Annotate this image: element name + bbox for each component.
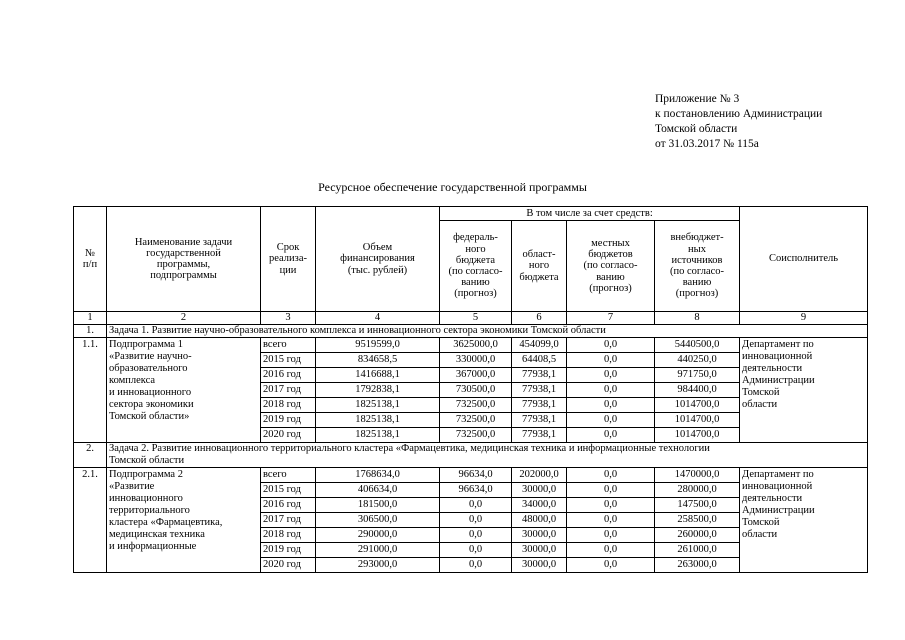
local-cell: 0,0 [567, 528, 655, 543]
term-cell: 2019 год [261, 543, 316, 558]
local-cell: 0,0 [567, 543, 655, 558]
term-cell: 2020 год [261, 558, 316, 573]
local-cell: 0,0 [567, 398, 655, 413]
subprogram-name-line: кластера «Фармацевтика, [109, 517, 223, 528]
index-cell: 8 [655, 312, 740, 325]
local-cell: 0,0 [567, 498, 655, 513]
coexecutor-line: области [742, 399, 778, 410]
regional-cell: 77938,1 [512, 368, 567, 383]
subprogram-name-line: инновационного [109, 493, 183, 504]
regional-cell: 77938,1 [512, 413, 567, 428]
table-row [74, 338, 868, 353]
regional-cell: 77938,1 [512, 398, 567, 413]
volume-cell: 181500,0 [316, 498, 440, 513]
local-cell: 0,0 [567, 468, 655, 483]
subprogram-num: 1.1. [74, 338, 107, 443]
term-cell: 2018 год [261, 528, 316, 543]
extra-cell: 263000,0 [655, 558, 740, 573]
subprogram-name [107, 338, 261, 443]
federal-cell: 732500,0 [440, 413, 512, 428]
index-cell: 5 [440, 312, 512, 325]
coexecutor-cell [740, 468, 868, 573]
header-local: местных бюджетов (по согласо- ванию (прогноз) [567, 221, 655, 312]
extra-cell: 984400,0 [655, 383, 740, 398]
coexecutor-line: инновационной [742, 481, 813, 492]
local-cell: 0,0 [567, 353, 655, 368]
appendix-line: к постановлению Администрации [655, 108, 823, 120]
local-cell: 0,0 [567, 383, 655, 398]
header-regional: област- ного бюджета [512, 221, 567, 312]
extra-cell: 1014700,0 [655, 428, 740, 443]
local-cell: 0,0 [567, 428, 655, 443]
term-cell: 2018 год [261, 398, 316, 413]
extra-cell: 971750,0 [655, 368, 740, 383]
volume-cell: 1416688,1 [316, 368, 440, 383]
federal-cell: 96634,0 [440, 468, 512, 483]
task-title [107, 325, 868, 338]
extra-cell: 1014700,0 [655, 413, 740, 428]
local-cell: 0,0 [567, 368, 655, 383]
coexecutor-line: Департамент по [742, 339, 814, 350]
extra-cell: 1470000,0 [655, 468, 740, 483]
term-cell: 2017 год [261, 513, 316, 528]
task-row [74, 325, 868, 338]
index-cell: 9 [740, 312, 868, 325]
volume-cell: 9519599,0 [316, 338, 440, 353]
federal-cell: 732500,0 [440, 428, 512, 443]
extra-cell: 1014700,0 [655, 398, 740, 413]
federal-cell: 732500,0 [440, 398, 512, 413]
volume-cell: 1825138,1 [316, 398, 440, 413]
subprogram-name-line: сектора экономики [109, 399, 194, 410]
coexecutor-line: деятельности [742, 493, 803, 504]
coexecutor-line: Департамент по [742, 469, 814, 480]
volume-cell: 293000,0 [316, 558, 440, 573]
term-cell: 2020 год [261, 428, 316, 443]
federal-cell: 0,0 [440, 528, 512, 543]
term-cell: всего [261, 338, 316, 353]
volume-cell: 290000,0 [316, 528, 440, 543]
table-row [74, 468, 868, 483]
extra-cell: 147500,0 [655, 498, 740, 513]
header-term: Срок реализа- ции [261, 207, 316, 312]
header-volume: Объем финансирования (тыс. рублей) [316, 207, 440, 312]
resource-table [73, 206, 868, 573]
volume-cell: 306500,0 [316, 513, 440, 528]
subprogram-name [107, 468, 261, 573]
volume-cell: 1768634,0 [316, 468, 440, 483]
federal-cell: 96634,0 [440, 483, 512, 498]
regional-cell: 30000,0 [512, 528, 567, 543]
volume-cell: 406634,0 [316, 483, 440, 498]
header-extra: внебюджет- ных источников (по согласо- ванию (прогноз) [655, 221, 740, 312]
subprogram-name-line: медицинская техника [109, 529, 205, 540]
coexecutor-line: Томской [742, 517, 780, 528]
appendix-line: Приложение № 3 [655, 93, 740, 105]
task-row [74, 443, 868, 468]
subprogram-name-line: Томской области» [109, 411, 190, 422]
term-cell: 2016 год [261, 368, 316, 383]
index-cell: 6 [512, 312, 567, 325]
federal-cell: 0,0 [440, 513, 512, 528]
table-body [74, 325, 868, 573]
federal-cell: 730500,0 [440, 383, 512, 398]
extra-cell: 260000,0 [655, 528, 740, 543]
coexecutor-cell [740, 338, 868, 443]
term-cell: 2015 год [261, 353, 316, 368]
task-num: 2. [74, 443, 107, 468]
local-cell: 0,0 [567, 513, 655, 528]
index-cell: 3 [261, 312, 316, 325]
index-cell: 7 [567, 312, 655, 325]
term-cell: всего [261, 468, 316, 483]
volume-cell: 291000,0 [316, 543, 440, 558]
coexecutor-line: Администрации [742, 505, 815, 516]
local-cell: 0,0 [567, 338, 655, 353]
volume-cell: 1792838,1 [316, 383, 440, 398]
regional-cell: 202000,0 [512, 468, 567, 483]
regional-cell: 34000,0 [512, 498, 567, 513]
subprogram-name-line: и информационные [109, 541, 197, 552]
header-name: Наименование задачи государственной программы, подпрограммы [107, 207, 261, 312]
document-title: Ресурсное обеспечение государственной программы [318, 180, 587, 194]
volume-cell: 1825138,1 [316, 428, 440, 443]
task-num: 1. [74, 325, 107, 338]
subprogram-name-line: Подпрограмма 1 [109, 339, 183, 350]
index-cell: 1 [74, 312, 107, 325]
task-title [107, 443, 868, 468]
coexecutor-line: инновационной [742, 351, 813, 362]
coexecutor-line: деятельности [742, 363, 803, 374]
subprogram-name-line: Подпрограмма 2 [109, 469, 183, 480]
federal-cell: 3625000,0 [440, 338, 512, 353]
appendix-line: Томской области [655, 123, 738, 135]
term-cell: 2017 год [261, 383, 316, 398]
regional-cell: 64408,5 [512, 353, 567, 368]
index-cell: 2 [107, 312, 261, 325]
volume-cell: 834658,5 [316, 353, 440, 368]
federal-cell: 367000,0 [440, 368, 512, 383]
header-coexec: Соисполнитель [740, 207, 868, 312]
task-title-line: Задача 1. Развитие научно-образовательного комплекса и инновационного сектора экономики Томской области [109, 325, 606, 336]
local-cell: 0,0 [567, 413, 655, 428]
local-cell: 0,0 [567, 558, 655, 573]
header-num: № п/п [74, 207, 107, 312]
regional-cell: 30000,0 [512, 543, 567, 558]
extra-cell: 280000,0 [655, 483, 740, 498]
regional-cell: 454099,0 [512, 338, 567, 353]
coexecutor-line: области [742, 529, 778, 540]
subprogram-name-line: образовательного [109, 363, 188, 374]
local-cell: 0,0 [567, 483, 655, 498]
extra-cell: 5440500,0 [655, 338, 740, 353]
subprogram-name-line: и инновационного [109, 387, 192, 398]
subprogram-name-line: «Развитие научно- [109, 351, 192, 362]
index-cell: 4 [316, 312, 440, 325]
coexecutor-line: Томской [742, 387, 780, 398]
appendix-block [655, 92, 822, 152]
subprogram-name-line: комплекса [109, 375, 156, 386]
subprogram-num: 2.1. [74, 468, 107, 573]
regional-cell: 30000,0 [512, 558, 567, 573]
extra-cell: 261000,0 [655, 543, 740, 558]
term-cell: 2016 год [261, 498, 316, 513]
extra-cell: 440250,0 [655, 353, 740, 368]
federal-cell: 0,0 [440, 543, 512, 558]
volume-cell: 1825138,1 [316, 413, 440, 428]
term-cell: 2015 год [261, 483, 316, 498]
subprogram-name-line: «Развитие [109, 481, 155, 492]
federal-cell: 0,0 [440, 558, 512, 573]
extra-cell: 258500,0 [655, 513, 740, 528]
appendix-line: от 31.03.2017 № 115а [655, 138, 759, 150]
regional-cell: 30000,0 [512, 483, 567, 498]
federal-cell: 330000,0 [440, 353, 512, 368]
subprogram-name-line: территориального [109, 505, 190, 516]
task-title-line: Томской области [109, 455, 185, 466]
federal-cell: 0,0 [440, 498, 512, 513]
term-cell: 2019 год [261, 413, 316, 428]
coexecutor-line: Администрации [742, 375, 815, 386]
regional-cell: 48000,0 [512, 513, 567, 528]
header-federal: федераль- ного бюджета (по согласо- ванию (прогноз) [440, 221, 512, 312]
header-group: В том числе за счет средств: [440, 207, 740, 221]
task-title-line: Задача 2. Развитие инновационного территориального кластера «Фармацевтика, медицинская техника и информационные технологии [109, 443, 710, 454]
regional-cell: 77938,1 [512, 428, 567, 443]
regional-cell: 77938,1 [512, 383, 567, 398]
